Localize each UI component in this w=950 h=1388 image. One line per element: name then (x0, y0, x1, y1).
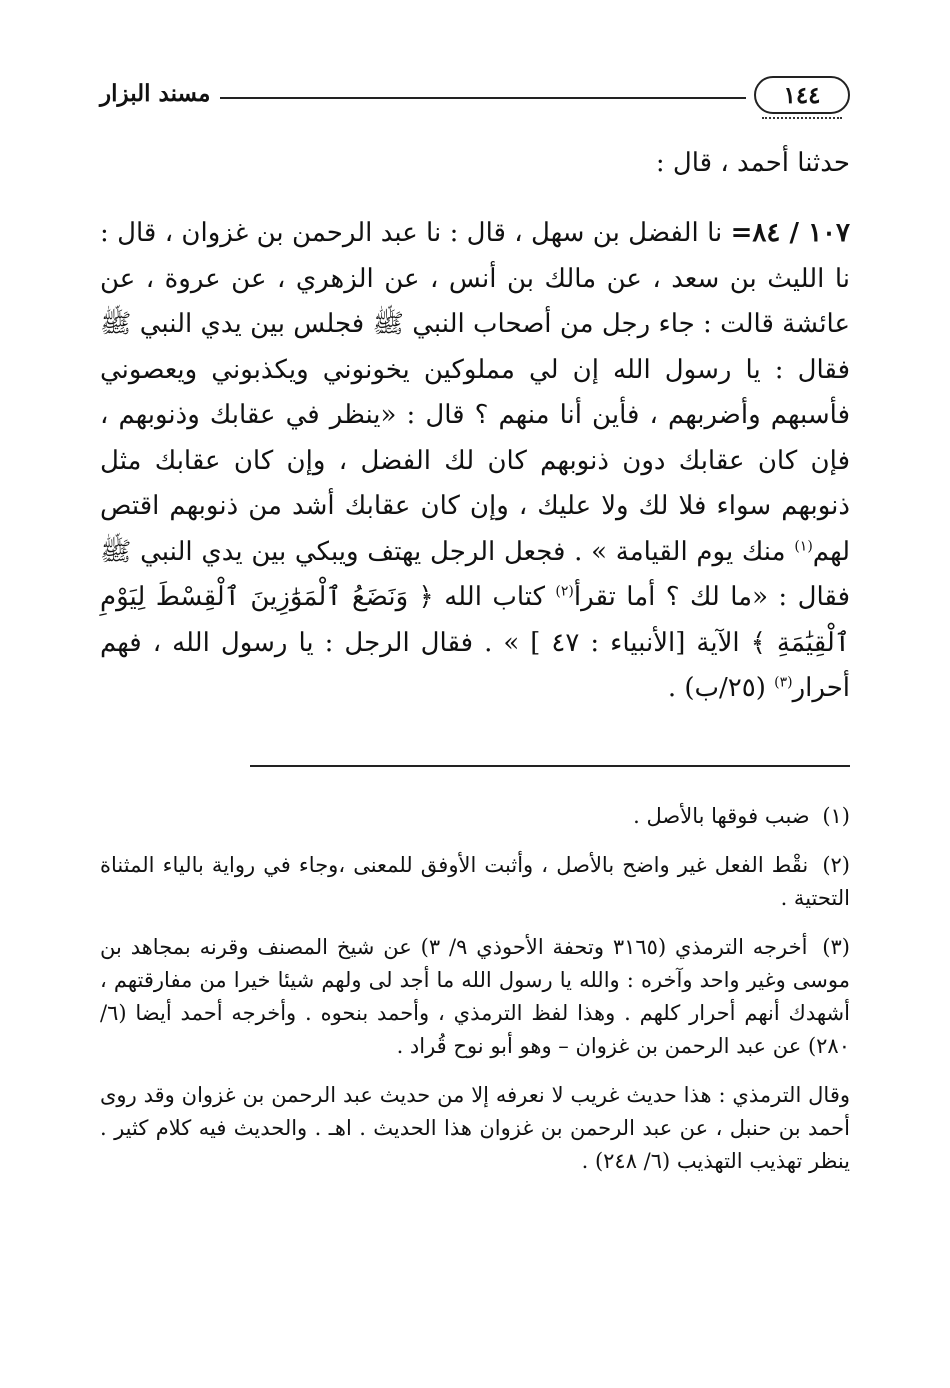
page-number-badge (754, 76, 850, 114)
footnote-2 (100, 849, 850, 915)
footnote-ref-2[interactable]: (٢) (555, 583, 574, 600)
hadith-text-part-1: نا الفضل بن سهل ، قال : نا عبد الرحمن بن غزوان ، قال : نا الليث بن سعد ، عن مالك بن أنس ، عن الزهري ، عن عروة ، عن عائشة قالت : جاء رجل من أصحاب النبي ﷺ فجلس بين يدي النبي ﷺ فقال : يا رسول الله إن لي مملوكين يخونوني ويكذبوني ويعصوني فأسبهم وأضربهم ، فأين أنا منهم ؟ قال : «ينظر في عقابك وذنوبهم ، فإن كان عقابك دون ذنوبهم كان لك الفضل ، وإن كان عقابك مثل ذنوبهم سواء فلا لك ولا عليك ، وإن كان عقابك أشد من ذنوبهم اقتص لهم (100, 218, 851, 567)
hadith-text-part-4: الآية [الأنبياء : ٤٧ ] » . فقال الرجل : يا رسول الله ، فهم أحرار (100, 627, 850, 703)
footnotes (100, 800, 850, 1178)
footnote-continuation: وقال الترمذي : هذا حديث غريب لا نعرفه إلا من حديث عبد الرحمن بن غزوان وقد روى أحمد بن حنبل ، عن عبد الرحمن بن غزوان هذا الحديث . اهـ . والحديث فيه كلام كثير . ينظر تهذيب التهذيب (٦/ ٢٤٨) . (100, 1083, 850, 1173)
footnote-separator (250, 765, 850, 767)
header-rule (220, 97, 746, 99)
quran-verse: ﴿ وَنَضَعُ ٱلْمَوَٰزِينَ ٱلْقِسْطَ لِيَوْمِ ٱلْقِيَٰمَةِ ﴾ (100, 582, 851, 658)
footnote-text: أخرجه الترمذي (٣١٦٥ وتحفة الأحوذي ٩/ ٣) عن شيخ المصنف وقرنه بمجاهد بن موسى وغير واحد وآخره : والله يا رسول الله ما أجد لى ولهم شيئا خيرا من مفارقتهم ، أشهدك أنهم أحرار كلهم . وهذا لفظ الترمذي ، وأحمد بنحوه . وأخرجه أحمد أيضا (٦/ ٢٨٠) عن عبد الرحمن بن غزوان – وهو أبو نوح قُراد . (100, 935, 850, 1058)
hadith-text-part-2: منك يوم القيامة » . فجعل الرجل يهتف ويبكي بين يدي النبي ﷺ فقال : «ما لك ؟ أما تقرأ (100, 536, 851, 612)
hadith-text-part-5: (٢٥/ب) . (667, 673, 766, 703)
intro-line: حدثنا أحمد ، قال : (655, 148, 850, 178)
footnote-3 (100, 931, 850, 1063)
footnote-text: ضبب فوقها بالأصل . (633, 804, 810, 828)
footnote-1 (100, 800, 850, 833)
footnote-ref-1[interactable]: (١) (794, 537, 813, 554)
footnote-ref-3[interactable]: (٣) (774, 674, 793, 691)
page-header (100, 70, 850, 122)
hadith-number: ١٠٧ / ٨٤= (730, 218, 850, 248)
book-title: مسند البزار (100, 80, 211, 107)
footnote-text: نقْط الفعل غير واضح بالأصل ، وأثبت الأوفق للمعنى ،وجاء في رواية بالياء المثناة التحتية . (100, 853, 850, 910)
page-number: ١٤٤ (783, 81, 821, 109)
footnote-number: (١) (822, 804, 850, 828)
footnote-number: (٣) (822, 935, 850, 959)
hadith-text (100, 211, 850, 712)
hadith-text-part-3: كتاب الله (444, 582, 545, 612)
footnote-number: (٢) (822, 853, 850, 877)
